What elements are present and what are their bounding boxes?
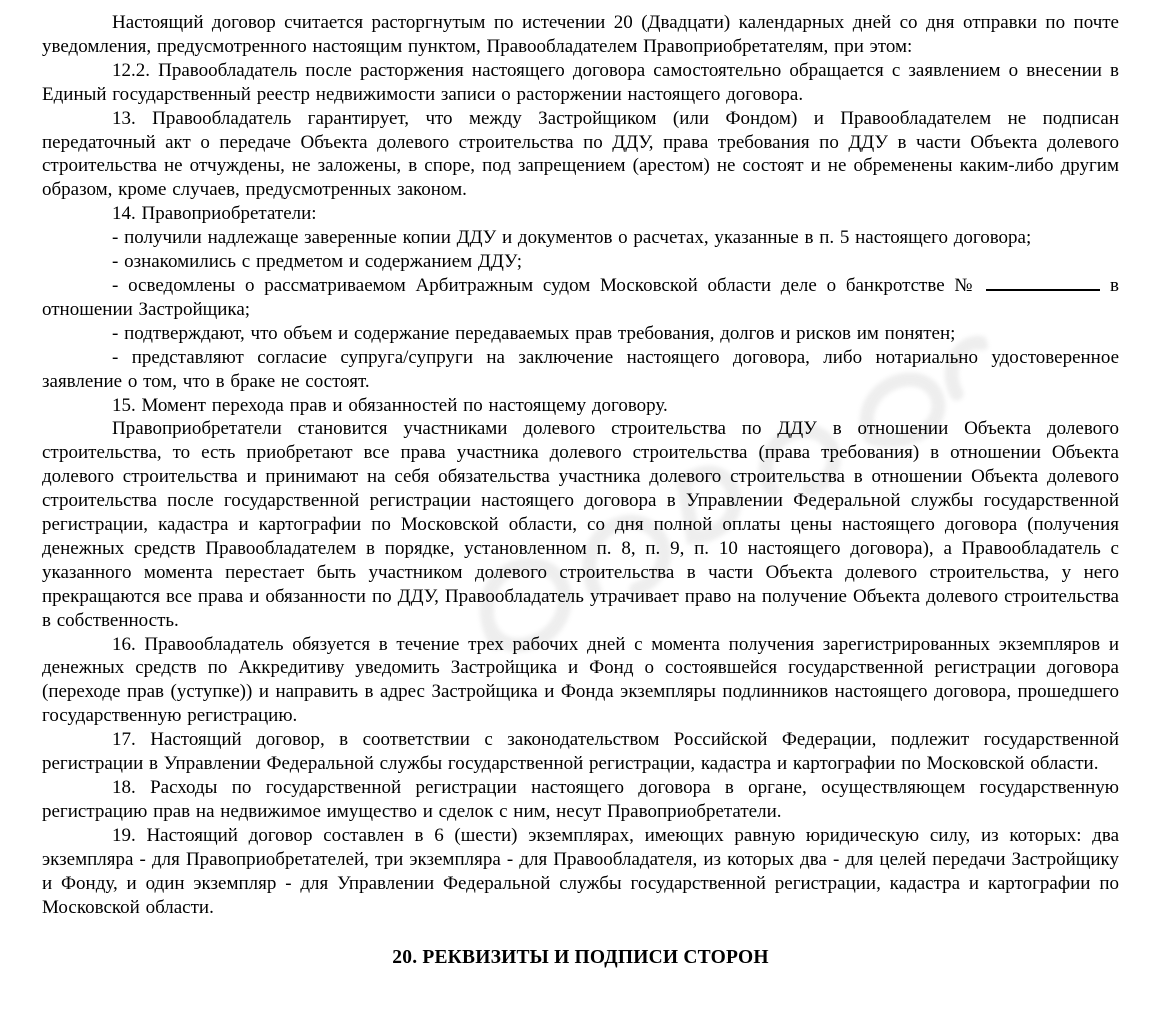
paragraph-15-transfer-moment: 15. Момент перехода прав и обязанностей по настоящему договору.	[112, 394, 668, 416]
bullet-spouse-consent: - представляют согласие супруга/супруги на заключение настоящего договора, либо нотариально удостоверенное заявление о том, что в браке не состоят.	[42, 346, 1119, 392]
paragraph-14-acquirers: 14. Правоприобретатели:	[112, 203, 317, 225]
bullet-bankruptcy-text-after: в отношении Застройщика;	[42, 274, 1119, 320]
section-heading-requisites: 20. РЕКВИЗИТЫ И ПОДПИСИ СТОРОН	[392, 947, 769, 969]
paragraph-16-notify: 16. Правообладатель обязуется в течение трех рабочих дней с момента получения зарегистрированных экземпляров и денежных средств по Аккредитиву уведомить Застройщика и Фонд о состоявшейся государственной регистрации договора (переходе прав (уступке)) и направить в адрес Застройщика и Фонда экземпляры подлинников настоящего договора, прошедшего государственную регистрацию.	[42, 633, 1119, 727]
paragraph-termination-notice: Настоящий договор считается расторгнутым по истечении 20 (Двадцати) календарных дней со дня отправки по почте уведомления, предусмотренного настоящим пунктом, Правообладателем Правоприобретателям, при этом:	[42, 12, 1119, 57]
bullet-familiarized: - ознакомились с предметом и содержанием ДДУ;	[112, 251, 523, 273]
bullet-received-copies: - получили надлежаще заверенные копии ДДУ и документов о расчетах, указанные в п. 5 настоящего договора;	[112, 227, 1032, 249]
paragraph-17-state-registration: 17. Настоящий договор, в соответствии с законодательством Российской Федерации, подлежит государственной регистрации в Управлении Федеральной службы государственной регистрации, кадастра и картографии по Московской области.	[42, 729, 1119, 775]
paragraph-15-body: Правоприобретатели становится участниками долевого строительства по ДДУ в отношении Объекта долевого строительства, то есть приобретают все права участника долевого строительства (права требования) в отношении Объекта долевого строительства и принимают на себя обязательства участника долевого строительства в отношении Объекта долевого строительства после государственной регистрации настоящего договора в Управлении Федеральной службы государственной регистрации, кадастра и картографии по Московской области, со дня полной оплаты цены настоящего договора (получения денежных средств Правообладателем в порядке, установленном п. 8, п. 9, п. 10 настоящего договора), а Правообладатель с указанного момента перестает быть участником долевого строительства в части Объекта долевого строительства, у него прекращаются все права и обязанности по ДДУ, Правообладатель утрачивает право на получение Объекта долевого строительства в собственность.	[42, 418, 1119, 631]
bullet-bankruptcy-text-before: - осведомлены о рассматриваемом Арбитражным судом Московской области деле о банкротстве №	[112, 274, 977, 296]
bullet-bankruptcy-case	[42, 274, 1119, 322]
paragraph-19-copies: 19. Настоящий договор составлен в 6 (шести) экземплярах, имеющих равную юридическую силу, из которых: два экземпляра - для Правоприобретателей, три экземпляра - для Правообладателя, из которых два - для целей передачи Застройщику и Фонду, и один экземпляр - для Управлении Федеральной службы государственной регистрации, кадастра и картографии по Московской области.	[42, 824, 1119, 918]
bullet-confirm-scope: - подтверждают, что объем и содержание передаваемых прав требования, долгов и рисков им понятен;	[112, 322, 956, 344]
paragraph-18-expenses: 18. Расходы по государственной регистрации настоящего договора в органе, осуществляющем государственную регистрацию прав на недвижимое имущество и сделок с ним, несут Правоприобретатели.	[42, 777, 1119, 822]
blank-underline[interactable]	[986, 289, 1100, 291]
paragraph-12-2: 12.2. Правообладатель после расторжения настоящего договора самостоятельно обращается с заявлением о внесении в Единый государственный реестр недвижимости записи о расторжении настоящего договора.	[42, 59, 1119, 105]
paragraph-13-guarantee: 13. Правообладатель гарантирует, что между Застройщиком (или Фондом) и Правообладателем не подписан передаточный акт о передаче Объекта долевого строительства по ДДУ, права требования по ДДУ в части Объекта долевого строительства не отчуждены, не заложены, в споре, под запрещением (арестом) не состоят и не обременены каким-либо другим образом, кроме случаев, предусмотренных законом.	[42, 107, 1119, 201]
